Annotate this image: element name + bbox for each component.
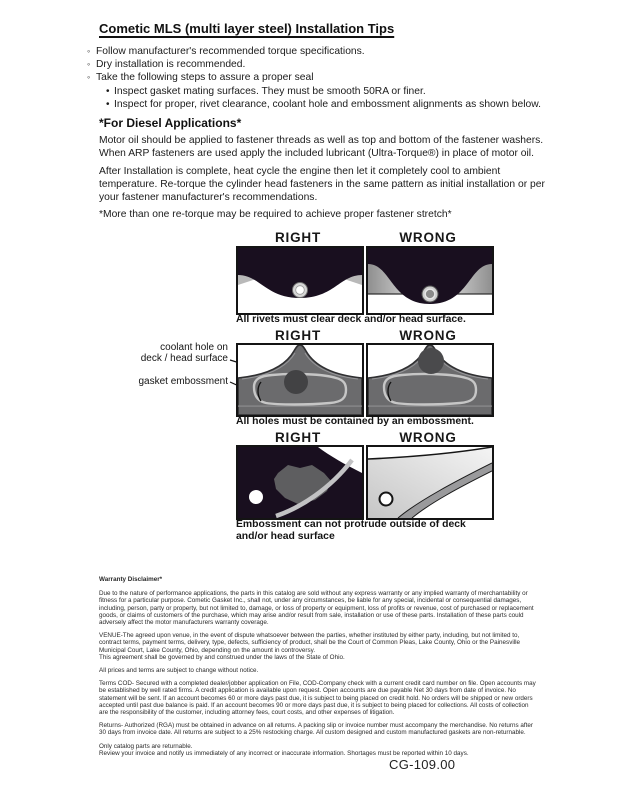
list-item — [87, 71, 557, 84]
bottom-line — [368, 406, 492, 407]
row3-caption-line1: Embossment can not protrude outside of deck — [236, 519, 466, 530]
wrong-header: WRONG — [399, 430, 457, 445]
dot-bullet-icon: • — [106, 98, 110, 110]
bolt-hole — [380, 493, 393, 506]
rivet-right-panel — [236, 246, 364, 315]
diesel-section-heading: *For Diesel Applications* — [99, 116, 242, 130]
embossment-right-panel — [236, 343, 364, 417]
diesel-paragraph: Motor oil should be applied to fastener threads as well as top and bottom of the fastener washers. When ARP fasteners are used apply the included lubricant (Ultra-Torque®) in place of motor oil. — [99, 135, 544, 159]
coolant-hole — [284, 370, 308, 394]
right-header: RIGHT — [275, 430, 321, 445]
disclaimer-paragraph: Review your invoice and notify us immediately of any incorrect or inaccurate information. Shortages must be reported within 10 days. — [99, 749, 469, 757]
rivet-center — [296, 286, 305, 295]
page-title: Cometic MLS (multi layer steel) Installation Tips — [99, 21, 395, 36]
row3-caption — [236, 519, 536, 542]
wrong-header: WRONG — [399, 230, 457, 245]
coolant-hole-label-line2: deck / head surface — [140, 353, 228, 364]
tip-text: Dry installation is recommended. — [96, 59, 246, 71]
dot-bullet-icon: • — [106, 85, 110, 97]
row2-caption: All holes must be contained by an embossment. — [236, 416, 474, 427]
protrusion-wrong-graphic — [368, 447, 492, 518]
tip-text: Inspect gasket mating surfaces. They must be smooth 50RA or finer. — [114, 85, 426, 97]
protrusion-right-graphic — [238, 447, 362, 518]
wrong-header: WRONG — [399, 328, 457, 343]
list-item — [87, 58, 557, 71]
disclaimer-paragraph: VENUE-The agreed upon venue, in the event of dispute whatsoever between the parties, whether instituted by either party, including, but not limited to, contract terms, payment terms, delivery, type, defects, sufficiency of product, shall be the Court of Common Pleas, Lake County, Ohio or the Painesville Municipal Court, Lake County, Ohio, depending on the amount in controversy. — [99, 632, 521, 654]
diesel-paragraph: After Installation is complete, heat cycle the engine then let it completely cool to ambient temperature. Re-torque the cylinder head fasteners in the same pattern as initial installation or per your fastener manufacturer's recommendations. — [99, 166, 545, 203]
warranty-disclaimer — [99, 576, 539, 763]
coolant-hole-label-line1: coolant hole on — [160, 342, 228, 353]
tip-text: Follow manufacturer's recommended torque specifications. — [96, 46, 365, 57]
embossment-right-graphic — [238, 345, 362, 415]
retorque-note: *More than one re-torque may be required to achieve proper fastener stretch* — [99, 209, 452, 220]
rivet-right-graphic — [238, 248, 362, 313]
disclaimer-paragraph: All prices and terms are subject to change without notice. — [99, 667, 259, 675]
disclaimer-paragraph: Returns- Authorized (RGA) must be obtained in advance on all returns. A packing slip or invoice number must accompany the merchandise. No returns after 30 days from invoice date. All returns are subject to a 25% restocking charge. All custom designed and custom manufactured gaskets are non-returnable. — [99, 722, 534, 737]
gasket-embossment-label: gasket embossment — [138, 376, 228, 387]
installation-tips-list — [87, 45, 557, 111]
circle-bullet-icon: ◦ — [87, 46, 91, 56]
right-header: RIGHT — [275, 230, 321, 245]
disclaimer-paragraph: Terms COD- Secured with a completed dealer/jobber application on File, COD-Company check with a current credit card number on file. Open accounts may be established by well rated firms. A credit application is available upon request. Open accounts are due payable Net 30 days from date of invoice. No statement will be sent. If an account becomes 60 or more days past due, it is subject to being placed on credit hold. No orders will be shipped or new orders accepted until past due balance is paid. If an account becomes 90 or more days past due, it is subject to being placed for collections. All costs of collection are the responsibility of the customer, including attorney fees, court costs, and other expenses of litigation. — [99, 680, 536, 717]
disclaimer-paragraph: Only catalog parts are returnable. — [99, 742, 193, 750]
rivet-wrong-graphic — [368, 248, 492, 313]
coolant-hole — [418, 348, 444, 374]
list-item — [106, 98, 557, 111]
rivet-center — [425, 289, 435, 299]
circle-bullet-icon: ◦ — [87, 72, 91, 83]
list-item — [106, 85, 557, 98]
disclaimer-paragraph: Due to the nature of performance applications, the parts in this catalog are sold without any express warranty or any implied warranty of merchantability or fitness for a particular purpose. Cometic Gasket Inc., shall not, under any circumstances, be liable for any special, incidental or consequential damages, including, person, party or property, but not limited to, damage, or loss of property or equipment, loss of profits or revenue, cost of purchased or replacement goods, or claims of customers of the purchase, which may arise and/or result from sale, installation or use of these parts. Installation of these parts could adversely affect the motor manufacturers warranty coverage. — [99, 590, 534, 627]
protrusion-wrong-panel — [366, 445, 494, 520]
right-header: RIGHT — [275, 328, 321, 343]
tip-text: Inspect for proper, rivet clearance, coolant hole and embossment alignments as shown below. — [114, 98, 541, 110]
document-code: CG-109.00 — [389, 757, 456, 772]
disclaimer-heading: Warranty Disclaimer* — [99, 576, 163, 583]
bolt-hole — [249, 490, 263, 504]
list-item — [87, 45, 557, 58]
tip-text: Take the following steps to assure a proper seal — [96, 72, 314, 84]
row3-caption-line2: and/or head surface — [236, 530, 335, 542]
embossment-wrong-panel — [366, 343, 494, 417]
protrusion-right-panel — [236, 445, 364, 520]
disclaimer-paragraph: This agreement shall be governed by and construed under the laws of the State of Ohio. — [99, 653, 345, 661]
embossment-wrong-graphic — [368, 345, 492, 415]
bottom-line — [238, 406, 362, 407]
rivet-wrong-panel — [366, 246, 494, 315]
circle-bullet-icon: ◦ — [87, 59, 91, 70]
row1-caption: All rivets must clear deck and/or head surface. — [236, 314, 466, 325]
